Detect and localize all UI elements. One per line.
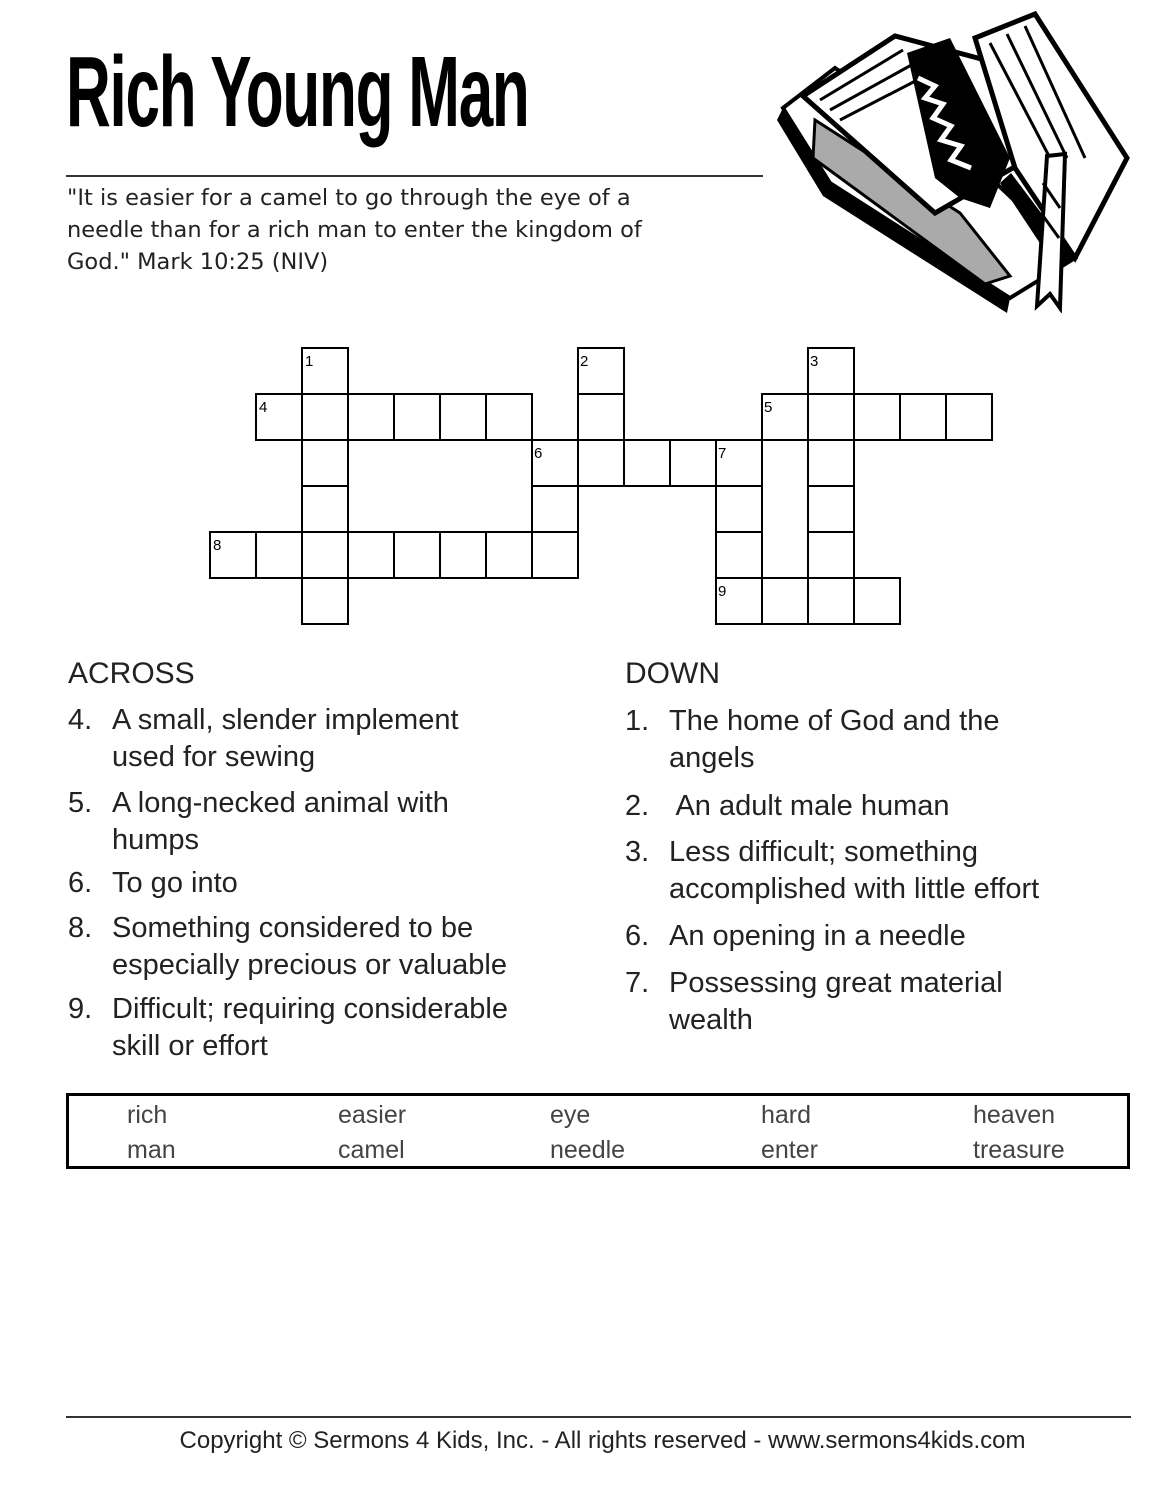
across-heading: ACROSS bbox=[68, 657, 195, 690]
across-clue-6 bbox=[68, 865, 238, 902]
crossword-cell[interactable] bbox=[670, 440, 716, 486]
cell-number: 3 bbox=[810, 353, 819, 370]
clue-text: skill or effort bbox=[112, 1030, 268, 1062]
clue-number: 9. bbox=[68, 993, 93, 1025]
cell-number: 2 bbox=[580, 353, 589, 370]
word-bank-word: needle bbox=[550, 1136, 626, 1164]
crossword-cell[interactable] bbox=[486, 532, 532, 578]
crossword-cell[interactable] bbox=[532, 486, 578, 532]
crossword-cell[interactable] bbox=[808, 486, 854, 532]
crossword-cell[interactable] bbox=[808, 440, 854, 486]
cell-number: 1 bbox=[305, 353, 314, 370]
quote-line: needle than for a rich man to enter the kingdom of bbox=[67, 217, 642, 243]
crossword-cell[interactable] bbox=[486, 394, 532, 440]
crossword-cell[interactable] bbox=[808, 578, 854, 624]
crossword-cell[interactable] bbox=[716, 532, 762, 578]
quote-line: God." Mark 10:25 (NIV) bbox=[67, 249, 329, 275]
down-heading: DOWN bbox=[625, 657, 720, 690]
crossword-cell[interactable] bbox=[808, 394, 854, 440]
crossword-cell[interactable] bbox=[302, 578, 348, 624]
word-bank-word: man bbox=[127, 1136, 176, 1164]
clue-text: A long-necked animal with bbox=[112, 787, 449, 819]
crossword-cell[interactable] bbox=[854, 394, 900, 440]
crossword-cell[interactable] bbox=[394, 394, 440, 440]
page-title: Rich Young Man bbox=[66, 36, 529, 148]
clue-text: The home of God and the bbox=[669, 705, 1000, 737]
down-clue-2 bbox=[625, 788, 950, 825]
clue-text: used for sewing bbox=[112, 741, 316, 773]
crossword-cell[interactable] bbox=[900, 394, 946, 440]
clue-number: 3. bbox=[625, 836, 650, 868]
clue-text: To go into bbox=[112, 867, 238, 899]
crossword-cell[interactable] bbox=[394, 532, 440, 578]
crossword-cell[interactable] bbox=[302, 486, 348, 532]
clue-number: 1. bbox=[625, 705, 650, 737]
clue-number: 7. bbox=[625, 967, 650, 999]
word-bank bbox=[66, 1093, 1130, 1169]
clue-number: 4. bbox=[68, 704, 93, 736]
crossword-cell[interactable] bbox=[532, 532, 578, 578]
clue-text: humps bbox=[112, 824, 200, 856]
cell-number: 5 bbox=[764, 399, 773, 416]
clue-text: An adult male human bbox=[669, 790, 950, 822]
word-bank-word: hard bbox=[761, 1101, 812, 1129]
crossword-cell[interactable] bbox=[762, 578, 808, 624]
clue-text: A small, slender implement bbox=[112, 704, 459, 736]
down-clue-3 bbox=[625, 834, 1039, 908]
crossword-cell[interactable] bbox=[716, 486, 762, 532]
clue-number: 5. bbox=[68, 787, 93, 819]
clue-number: 6. bbox=[625, 920, 650, 952]
cell-number: 4 bbox=[259, 399, 268, 416]
crossword-cell[interactable] bbox=[256, 532, 302, 578]
quote-line: "It is easier for a camel to go through the eye of a bbox=[67, 185, 631, 211]
down-clue-1 bbox=[625, 703, 1000, 777]
crossword-cell[interactable] bbox=[302, 532, 348, 578]
word-bank-word: heaven bbox=[973, 1101, 1056, 1129]
clue-text: Possessing great material bbox=[669, 967, 1003, 999]
across-clue-8 bbox=[68, 910, 507, 984]
clue-text: Something considered to be bbox=[112, 912, 474, 944]
clue-text: especially precious or valuable bbox=[112, 949, 507, 981]
word-bank-word: treasure bbox=[973, 1136, 1065, 1164]
crossword-cell[interactable] bbox=[440, 394, 486, 440]
word-bank-word: rich bbox=[127, 1101, 168, 1129]
clue-number: 8. bbox=[68, 912, 93, 944]
cell-number: 6 bbox=[534, 445, 543, 462]
clue-number: 2. bbox=[625, 790, 650, 822]
crossword-grid bbox=[0, 0, 1155, 640]
crossword-cell[interactable] bbox=[578, 394, 624, 440]
clue-text: Less difficult; something bbox=[669, 836, 978, 868]
crossword-cell[interactable] bbox=[440, 532, 486, 578]
word-bank-word: enter bbox=[761, 1136, 818, 1164]
word-bank-word: camel bbox=[338, 1136, 405, 1164]
footer-divider bbox=[66, 1416, 1131, 1418]
down-clue-6 bbox=[625, 918, 966, 955]
clue-text: accomplished with little effort bbox=[669, 873, 1040, 905]
crossword-cell[interactable] bbox=[578, 440, 624, 486]
crossword-cell[interactable] bbox=[302, 440, 348, 486]
copyright-footer: Copyright © Sermons 4 Kids, Inc. - All rights reserved - www.sermons4kids.com bbox=[179, 1427, 1026, 1454]
clue-text: wealth bbox=[669, 1004, 753, 1036]
crossword-cell[interactable] bbox=[854, 578, 900, 624]
cell-number: 7 bbox=[718, 445, 727, 462]
clue-text: angels bbox=[669, 742, 755, 774]
crossword-cell[interactable] bbox=[946, 394, 992, 440]
clue-text: Difficult; requiring considerable bbox=[112, 993, 509, 1025]
crossword-cell[interactable] bbox=[348, 532, 394, 578]
across-clue-4 bbox=[68, 702, 459, 776]
word-bank-word: eye bbox=[550, 1101, 591, 1129]
across-clue-9 bbox=[68, 991, 508, 1065]
crossword-cell[interactable] bbox=[302, 394, 348, 440]
cell-number: 9 bbox=[718, 583, 727, 600]
crossword-cell[interactable] bbox=[624, 440, 670, 486]
across-clue-5 bbox=[68, 785, 449, 859]
clue-number: 6. bbox=[68, 867, 93, 899]
clue-text: An opening in a needle bbox=[669, 920, 966, 952]
word-bank-word: easier bbox=[338, 1101, 407, 1129]
crossword-cell[interactable] bbox=[808, 532, 854, 578]
cell-number: 8 bbox=[213, 537, 222, 554]
crossword-cell[interactable] bbox=[348, 394, 394, 440]
down-clue-7 bbox=[625, 965, 1003, 1039]
